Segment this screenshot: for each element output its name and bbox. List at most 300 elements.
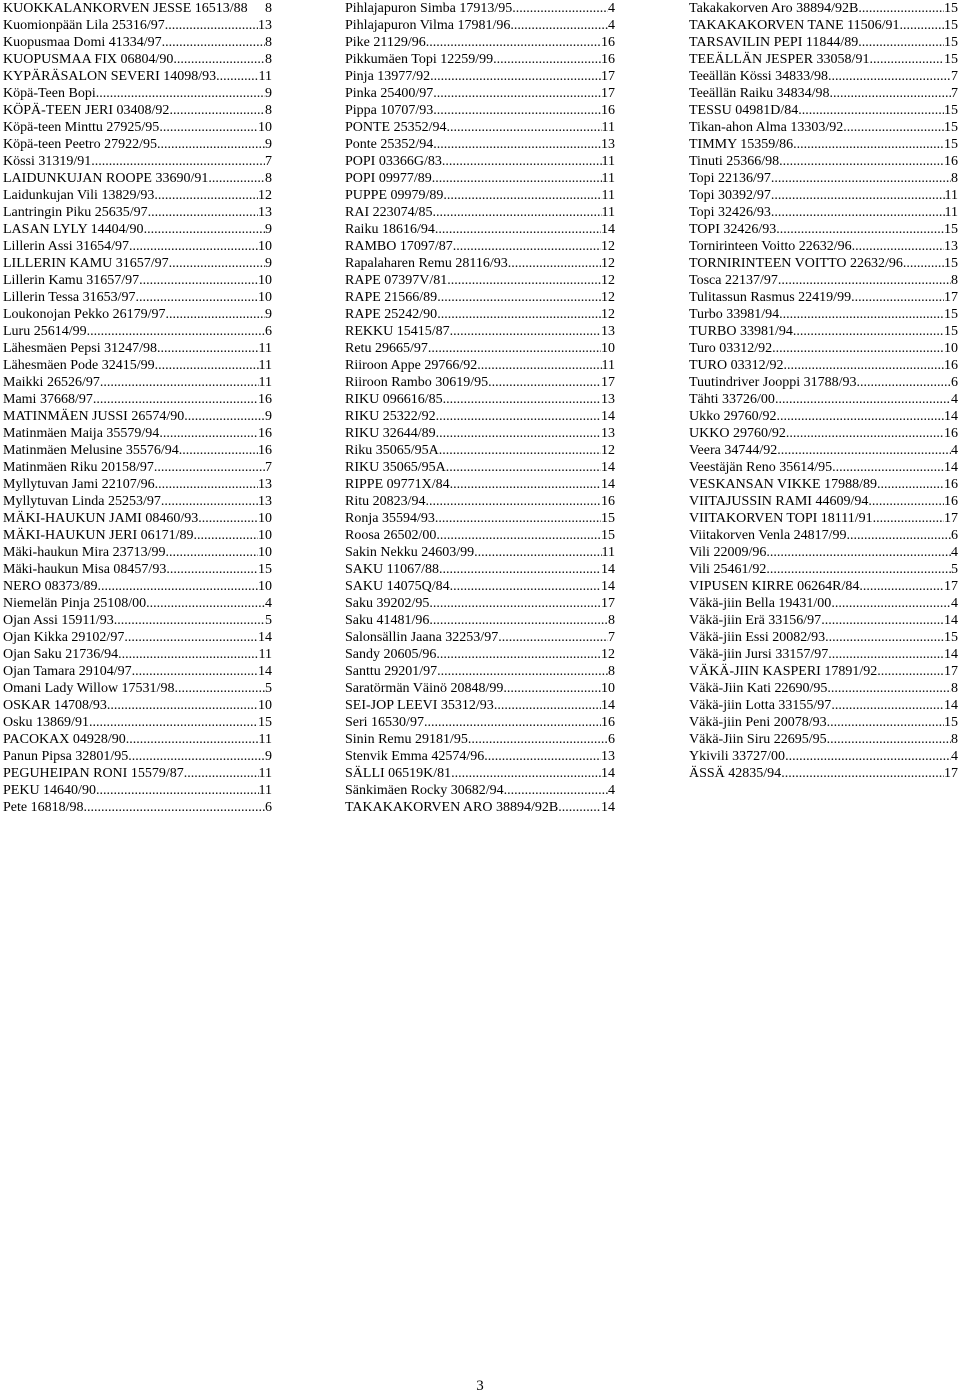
entry-name: Väkä-Jiin Kati 22690/95 xyxy=(689,681,828,696)
dot-leader xyxy=(827,680,951,697)
dot-leader xyxy=(179,442,258,459)
entry-name: Laidunkujan Vili 13829/93 xyxy=(3,188,155,203)
entry-page-number: 13 xyxy=(258,494,272,509)
entry-name: Lantringin Piku 25635/97 xyxy=(3,205,148,220)
index-entry xyxy=(345,731,615,748)
dot-leader xyxy=(771,204,945,221)
entry-page-number: 12 xyxy=(601,307,615,322)
entry-name: Väkä-jiin Bella 19431/00 xyxy=(689,596,832,611)
dot-leader xyxy=(132,663,258,680)
entry-page-number: 17 xyxy=(944,579,958,594)
index-entry xyxy=(3,629,272,646)
dot-leader xyxy=(436,527,601,544)
dot-leader xyxy=(798,102,944,119)
entry-name: VIITAJUSSIN RAMI 44609/94 xyxy=(689,494,869,509)
entry-name: Väkä-jiin Essi 20082/93 xyxy=(689,630,826,645)
index-entry xyxy=(345,561,615,578)
entry-name: Teeällän Raiku 34834/98 xyxy=(689,86,830,101)
index-entry xyxy=(345,238,615,255)
entry-name: Osku 13869/91 xyxy=(3,715,89,730)
dot-leader xyxy=(831,697,944,714)
index-entry xyxy=(689,493,958,510)
index-entry xyxy=(345,459,615,476)
entry-page-number: 12 xyxy=(258,188,272,203)
entry-name: Takakakorven Aro 38894/92B xyxy=(689,1,859,16)
entry-page-number: 13 xyxy=(944,239,958,254)
entry-name: Sänkimäen Rocky 30682/94 xyxy=(345,783,504,798)
entry-name: Ojan Tamara 29104/97 xyxy=(3,664,132,679)
index-entry xyxy=(689,714,958,731)
dot-leader xyxy=(474,544,601,561)
entry-page-number: 14 xyxy=(944,613,958,628)
index-entry xyxy=(689,187,958,204)
dot-leader xyxy=(858,34,944,51)
entry-page-number: 4 xyxy=(951,749,958,764)
entry-page-number: 10 xyxy=(258,239,272,254)
dot-leader xyxy=(785,748,951,765)
index-entry xyxy=(3,153,272,170)
dot-leader xyxy=(437,663,608,680)
entry-name: TESSU 04981D/84 xyxy=(689,103,799,118)
index-entry xyxy=(3,238,272,255)
entry-name: Myllytuvan Linda 25253/97 xyxy=(3,494,161,509)
index-entry xyxy=(3,527,272,544)
dot-leader xyxy=(144,221,265,238)
dot-leader xyxy=(851,289,944,306)
dot-leader xyxy=(118,646,258,663)
index-entry xyxy=(3,510,272,527)
index-entry xyxy=(689,765,958,782)
dot-leader xyxy=(194,527,258,544)
index-entry xyxy=(345,714,615,731)
index-entry xyxy=(345,578,615,595)
index-entry xyxy=(345,799,615,816)
entry-page-number: 6 xyxy=(608,732,615,747)
entry-page-number: 15 xyxy=(944,18,958,33)
index-entry xyxy=(3,697,272,714)
index-entry xyxy=(345,646,615,663)
index-entry xyxy=(3,425,272,442)
dot-leader xyxy=(510,17,608,34)
index-entry xyxy=(3,493,272,510)
entry-page-number: 4 xyxy=(608,1,615,16)
entry-name: Väkä-jiin Jursi 33157/97 xyxy=(689,647,829,662)
entry-page-number: 14 xyxy=(944,647,958,662)
entry-page-number: 16 xyxy=(258,426,272,441)
dot-leader xyxy=(821,612,944,629)
entry-page-number: 14 xyxy=(601,800,615,815)
entry-name: Retu 29665/97 xyxy=(345,341,428,356)
entry-name: TURBO 33981/94 xyxy=(689,324,793,339)
entry-name: PEKU 14640/90 xyxy=(3,783,96,798)
entry-name: Vili 22009/96 xyxy=(689,545,767,560)
entry-name: PACOKAX 04928/90 xyxy=(3,732,126,747)
entry-page-number: 8 xyxy=(265,171,272,186)
entry-name: RIKU 32644/89 xyxy=(345,426,436,441)
entry-page-number: 15 xyxy=(944,715,958,730)
index-entry xyxy=(689,748,958,765)
entry-name: SAKU 14075Q/84 xyxy=(345,579,450,594)
entry-page-number: 6 xyxy=(265,324,272,339)
entry-name: Panun Pipsa 32801/95 xyxy=(3,749,129,764)
index-entry xyxy=(3,595,272,612)
entry-page-number: 14 xyxy=(601,409,615,424)
dot-leader xyxy=(777,408,945,425)
dot-leader xyxy=(433,102,601,119)
dot-leader xyxy=(433,136,601,153)
entry-page-number: 8 xyxy=(265,35,272,50)
entry-name: Väkä-Jiin Siru 22695/95 xyxy=(689,732,827,747)
index-entry xyxy=(3,51,272,68)
entry-name: Ojan Kikka 29102/97 xyxy=(3,630,125,645)
entry-page-number: 14 xyxy=(601,477,615,492)
index-entry xyxy=(3,765,272,782)
entry-page-number: 8 xyxy=(951,171,958,186)
dot-leader xyxy=(832,459,944,476)
dot-leader xyxy=(779,153,944,170)
entry-name: Ronja 35594/93 xyxy=(345,511,435,526)
entry-name: TORNIRINTEEN VOITTO 22632/96 xyxy=(689,256,903,271)
index-entry xyxy=(345,187,615,204)
entry-page-number: 10 xyxy=(258,273,272,288)
dot-leader xyxy=(869,51,944,68)
entry-name: REKKU 15415/87 xyxy=(345,324,450,339)
dot-leader xyxy=(155,357,259,374)
dot-leader xyxy=(157,136,265,153)
dot-leader xyxy=(777,442,951,459)
dot-leader xyxy=(208,170,265,187)
entry-name: TARSAVILIN PEPI 11844/89 xyxy=(689,35,859,50)
entry-page-number: 8 xyxy=(608,613,615,628)
entry-name: Ukko 29760/92 xyxy=(689,409,777,424)
index-entry xyxy=(345,289,615,306)
dot-leader xyxy=(439,442,601,459)
entry-page-number: 10 xyxy=(258,579,272,594)
entry-page-number: 12 xyxy=(601,256,615,271)
entry-name: SEI-JOP LEEVI 35312/93 xyxy=(345,698,494,713)
entry-page-number: 16 xyxy=(944,154,958,169)
dot-leader xyxy=(126,731,259,748)
dot-leader xyxy=(436,408,601,425)
entry-name: TOPI 32426/93 xyxy=(689,222,777,237)
entry-name: Vili 25461/92 xyxy=(689,562,767,577)
dot-leader xyxy=(124,629,258,646)
index-entry xyxy=(689,119,958,136)
dot-leader xyxy=(426,493,601,510)
entry-page-number: 7 xyxy=(951,86,958,101)
dot-leader xyxy=(129,238,258,255)
dot-leader xyxy=(558,799,601,816)
entry-name: Sandy 20605/96 xyxy=(345,647,437,662)
entry-page-number: 15 xyxy=(601,511,615,526)
entry-name: Lillerin Kamu 31657/97 xyxy=(3,273,140,288)
dot-leader xyxy=(432,170,602,187)
dot-leader xyxy=(436,425,601,442)
index-entry xyxy=(3,306,272,323)
index-entry xyxy=(3,544,272,561)
dot-leader xyxy=(148,204,258,221)
entry-name: Viitakorven Venla 24817/99 xyxy=(689,528,847,543)
index-entry xyxy=(689,221,958,238)
entry-page-number: 8 xyxy=(265,52,272,67)
dot-leader xyxy=(453,238,601,255)
index-entry xyxy=(3,187,272,204)
entry-page-number: 14 xyxy=(601,698,615,713)
entry-name: Veera 34744/92 xyxy=(689,443,778,458)
entry-page-number: 15 xyxy=(944,137,958,152)
entry-page-number: 14 xyxy=(944,460,958,475)
entry-page-number: 11 xyxy=(258,732,272,747)
entry-name: Kössi 31319/91 xyxy=(3,154,92,169)
index-entry xyxy=(345,51,615,68)
entry-page-number: 10 xyxy=(601,681,615,696)
index-entry xyxy=(345,17,615,34)
dot-leader xyxy=(169,255,265,272)
dot-leader xyxy=(868,493,944,510)
entry-page-number: 14 xyxy=(601,460,615,475)
dot-leader xyxy=(437,306,601,323)
entry-page-number: 6 xyxy=(265,800,272,815)
entry-page-number: 15 xyxy=(944,222,958,237)
dot-leader xyxy=(87,323,265,340)
entry-name: Saratörmän Väinö 20848/99 xyxy=(345,681,504,696)
dot-leader xyxy=(831,595,951,612)
entry-name: Teeällän Kössi 34833/98 xyxy=(689,69,828,84)
entry-name: Matinmäen Riku 20158/97 xyxy=(3,460,154,475)
entry-name: Omani Lady Willow 17531/98 xyxy=(3,681,175,696)
entry-page-number: 4 xyxy=(951,545,958,560)
dot-leader xyxy=(793,323,944,340)
entry-page-number: 13 xyxy=(601,137,615,152)
entry-name: Kuopusmaa Domi 41334/97 xyxy=(3,35,162,50)
entry-name: Stenvik Emma 42574/96 xyxy=(345,749,485,764)
entry-page-number: 9 xyxy=(265,256,272,271)
entry-name: RAMBO 17097/87 xyxy=(345,239,453,254)
entry-name: Seri 16530/97 xyxy=(345,715,424,730)
dot-leader xyxy=(786,425,944,442)
entry-name: Tuutindriver Jooppi 31788/93 xyxy=(689,375,857,390)
index-entry xyxy=(689,102,958,119)
entry-name: Salonsällin Jaana 32253/97 xyxy=(345,630,499,645)
entry-name: Ritu 20823/94 xyxy=(345,494,426,509)
page-number: 3 xyxy=(476,1378,484,1394)
entry-page-number: 14 xyxy=(944,698,958,713)
index-entry xyxy=(3,663,272,680)
index-entry xyxy=(3,119,272,136)
dot-leader xyxy=(114,612,265,629)
dot-leader xyxy=(157,340,259,357)
entry-page-number: 11 xyxy=(258,783,272,798)
entry-page-number: 11 xyxy=(601,545,615,560)
dot-leader xyxy=(793,136,944,153)
entry-name: RAPE 21566/89 xyxy=(345,290,438,305)
entry-name: Saku 41481/96 xyxy=(345,613,430,628)
entry-page-number: 11 xyxy=(601,120,615,135)
index-entry xyxy=(345,391,615,408)
entry-page-number: 7 xyxy=(951,69,958,84)
index-entry xyxy=(3,391,272,408)
dot-leader xyxy=(428,340,601,357)
dot-leader xyxy=(91,153,265,170)
entry-name: Riiroon Appe 29766/92 xyxy=(345,358,478,373)
index-entry xyxy=(689,527,958,544)
entry-name: KUOKKALANKORVEN JESSE 16513/88 xyxy=(3,1,248,16)
index-entry xyxy=(689,408,958,425)
entry-page-number: 4 xyxy=(951,392,958,407)
dot-leader xyxy=(184,408,265,425)
dot-leader xyxy=(775,391,951,408)
entry-name: Loukonojan Pekko 26179/97 xyxy=(3,307,166,322)
index-entry xyxy=(3,68,272,85)
entry-page-number: 17 xyxy=(601,375,615,390)
entry-name: VÄKÄ-JIIN KASPERI 17891/92 xyxy=(689,664,878,679)
entry-page-number: 17 xyxy=(944,290,958,305)
dot-leader xyxy=(166,306,265,323)
entry-page-number: 11 xyxy=(944,205,958,220)
dot-leader xyxy=(96,782,259,799)
entry-name: Pihlajapuron Simba 17913/95 xyxy=(345,1,513,16)
index-entry xyxy=(345,0,615,17)
dot-leader xyxy=(216,68,258,85)
index-entry xyxy=(345,340,615,357)
entry-page-number: 4 xyxy=(608,18,615,33)
dot-leader xyxy=(450,476,601,493)
index-entry xyxy=(3,323,272,340)
index-entry xyxy=(3,646,272,663)
dot-leader xyxy=(155,476,258,493)
entry-page-number: 10 xyxy=(944,341,958,356)
entry-name: Mäki-haukun Mira 23713/99 xyxy=(3,545,166,560)
entry-name: Pinja 13977/92 xyxy=(345,69,431,84)
entry-name: RAPE 07397V/81 xyxy=(345,273,448,288)
index-entry xyxy=(3,136,272,153)
entry-name: Raiku 18616/94 xyxy=(345,222,435,237)
index-entry xyxy=(689,357,958,374)
index-entry xyxy=(689,306,958,323)
entry-page-number: 15 xyxy=(944,35,958,50)
entry-name: Tornirinteen Voitto 22632/96 xyxy=(689,239,852,254)
entry-name: Lähesmäen Pepsi 31247/98 xyxy=(3,341,157,356)
index-entry xyxy=(689,442,958,459)
dot-leader xyxy=(93,391,258,408)
entry-page-number: 15 xyxy=(258,715,272,730)
entry-page-number: 8 xyxy=(265,1,272,16)
dot-leader xyxy=(493,51,601,68)
entry-page-number: 11 xyxy=(601,358,615,373)
dot-leader xyxy=(161,493,258,510)
dot-leader xyxy=(166,544,258,561)
dot-leader xyxy=(771,170,951,187)
entry-page-number: 13 xyxy=(601,426,615,441)
index-entry xyxy=(689,425,958,442)
entry-name: TEEÄLLÄN JESPER 33058/91 xyxy=(689,52,870,67)
index-entry xyxy=(345,595,615,612)
index-entry xyxy=(689,612,958,629)
entry-page-number: 10 xyxy=(258,511,272,526)
entry-page-number: 15 xyxy=(944,120,958,135)
entry-page-number: 15 xyxy=(944,630,958,645)
entry-page-number: 4 xyxy=(951,596,958,611)
entry-name: Topi 32426/93 xyxy=(689,205,771,220)
entry-name: Topi 22136/97 xyxy=(689,171,771,186)
dot-leader xyxy=(900,17,944,34)
dot-leader xyxy=(498,629,608,646)
entry-name: KÖPÄ-TEEN JERI 03408/92 xyxy=(3,103,170,118)
entry-name: Tulitassun Rasmus 22419/99 xyxy=(689,290,852,305)
entry-page-number: 15 xyxy=(944,324,958,339)
entry-name: VIITAKORVEN TOPI 18111/91 xyxy=(689,511,873,526)
index-entry xyxy=(689,85,958,102)
entry-name: Riku 35065/95A xyxy=(345,443,439,458)
dot-leader xyxy=(184,765,259,782)
entry-name: Ojan Assi 15911/93 xyxy=(3,613,114,628)
entry-page-number: 16 xyxy=(944,426,958,441)
entry-page-number: 16 xyxy=(944,494,958,509)
dot-leader xyxy=(771,187,945,204)
entry-name: MÄKI-HAUKUN JAMI 08460/93 xyxy=(3,511,199,526)
entry-page-number: 11 xyxy=(601,154,615,169)
entry-name: RIKU 096616/85 xyxy=(345,392,443,407)
dot-leader xyxy=(435,510,601,527)
index-entry xyxy=(3,476,272,493)
entry-name: Turo 03312/92 xyxy=(689,341,773,356)
dot-leader xyxy=(488,374,601,391)
index-column-1 xyxy=(3,0,272,816)
index-entry xyxy=(689,323,958,340)
index-entry xyxy=(689,272,958,289)
entry-name: SAKU 11067/88 xyxy=(345,562,439,577)
index-entry xyxy=(689,34,958,51)
index-entry xyxy=(689,136,958,153)
entry-name: Tosca 22137/97 xyxy=(689,273,778,288)
entry-name: Sakin Nekku 24603/99 xyxy=(345,545,475,560)
dot-leader xyxy=(859,578,944,595)
index-entry xyxy=(689,255,958,272)
index-entry xyxy=(689,374,958,391)
index-entry xyxy=(345,255,615,272)
index-entry xyxy=(3,289,272,306)
index-entry xyxy=(3,170,272,187)
entry-page-number: 12 xyxy=(601,647,615,662)
entry-name: Kuomionpään Lila 25316/97 xyxy=(3,18,165,33)
index-entry xyxy=(3,731,272,748)
entry-name: MÄKI-HAUKUN JERI 06171/89 xyxy=(3,528,194,543)
entry-name: Saku 39202/95 xyxy=(345,596,430,611)
entry-page-number: 16 xyxy=(601,103,615,118)
entry-page-number: 9 xyxy=(265,749,272,764)
dot-leader xyxy=(827,714,944,731)
dot-leader xyxy=(450,323,601,340)
index-entry xyxy=(345,527,615,544)
dot-leader xyxy=(165,17,258,34)
entry-page-number: 17 xyxy=(601,69,615,84)
index-entry xyxy=(3,0,272,17)
entry-page-number: 16 xyxy=(944,477,958,492)
index-entry xyxy=(345,272,615,289)
entry-page-number: 16 xyxy=(944,358,958,373)
entry-name: RIKU 25322/92 xyxy=(345,409,436,424)
index-entry xyxy=(345,170,615,187)
entry-page-number: 10 xyxy=(258,290,272,305)
index-entry xyxy=(345,357,615,374)
index-entry xyxy=(345,102,615,119)
entry-page-number: 8 xyxy=(265,103,272,118)
dot-leader xyxy=(198,510,258,527)
dot-leader xyxy=(772,340,944,357)
dot-leader xyxy=(494,697,601,714)
entry-page-number: 14 xyxy=(258,630,272,645)
index-entry xyxy=(345,748,615,765)
